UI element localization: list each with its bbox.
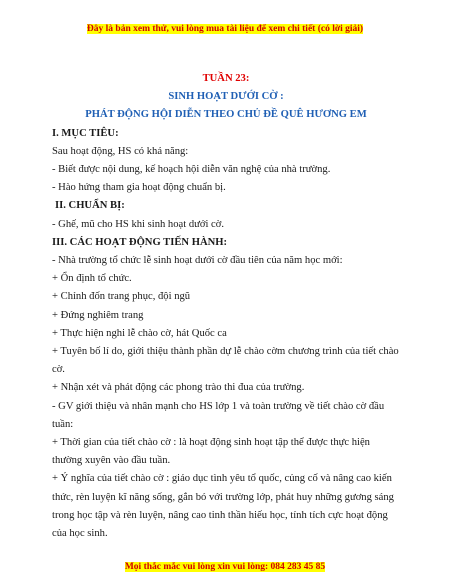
preparation-line: - Ghế, mũ cho HS khi sinh hoạt dưới cờ. <box>52 218 225 230</box>
activity-line: + Ổn định tổ chức. <box>52 273 132 285</box>
preview-notice-banner <box>0 24 450 34</box>
activity-paragraph: - GV giới thiệu và nhân mạnh cho HS lớp 1 và toàn trường về tiết chào cờ đầu tuần: <box>52 400 385 430</box>
activity-line: + Thực hiện nghi lễ chào cờ, hát Quốc ca <box>52 327 227 339</box>
preview-notice-text: Đây là bản xem thử, vui lòng mua tài liệu để xem chi tiết (có lời giải) <box>86 24 364 34</box>
section-heading-activities: III. CÁC HOẠT ĐỘNG TIẾN HÀNH: <box>52 236 228 248</box>
activity-paragraph: + Tuyên bố lí do, giới thiệu thành phần dự lễ chào cờm chương trình của tiết chào cờ. <box>52 346 399 376</box>
objectives-line: Sau hoạt động, HS có khả năng: <box>52 145 189 157</box>
activity-paragraph: + Ý nghĩa của tiết chào cờ : giáo dục tình yêu tổ quốc, củng cố và nâng cao kiến thức, rèn luyện kĩ năng sống, gắn bó với trường lớp, phát huy những gương sáng trong học tập và rèn luyện, nâng cao tinh thần hiếu học, tính tích cực hoạt động của học sinh. <box>52 473 394 540</box>
objectives-line: - Biết được nội dung, kế hoạch hội diễn văn nghệ của nhà trường. <box>52 164 331 176</box>
activity-paragraph: + Thời gian của tiết chào cờ : là hoạt động sinh hoạt tập thể được thực hiện thường xuyên vào đầu tuần. <box>52 437 370 467</box>
activity-paragraph: + Nhận xét và phát động các phong trào thi đua của trường. <box>52 382 305 394</box>
section-heading-objectives: I. MỤC TIÊU: <box>52 127 119 139</box>
document-body <box>52 70 400 543</box>
section-heading-preparation: II. CHUẨN BỊ: <box>55 200 125 212</box>
activity-line: + Chỉnh đốn trang phục, đội ngũ <box>52 291 191 303</box>
objectives-line: - Hào hứng tham gia hoạt động chuẩn bị. <box>52 182 226 194</box>
week-title: TUẦN 23: <box>202 73 250 84</box>
activity-line: - Nhà trường tổ chức lễ sinh hoạt dưới cờ đầu tiên của năm học mới: <box>52 255 343 267</box>
subtitle: PHÁT ĐỘNG HỘI DIỄN THEO CHỦ ĐỀ QUÊ HƯƠNG EM <box>85 109 367 121</box>
contact-notice-text: Mọi thắc mắc vui lòng xin vui lòng: 084 283 45 85 <box>124 562 326 572</box>
topic-title: SINH HOẠT DƯỚI CỜ : <box>168 91 284 103</box>
contact-notice-banner <box>0 562 450 572</box>
activity-line: + Đứng nghiêm trang <box>52 309 144 321</box>
